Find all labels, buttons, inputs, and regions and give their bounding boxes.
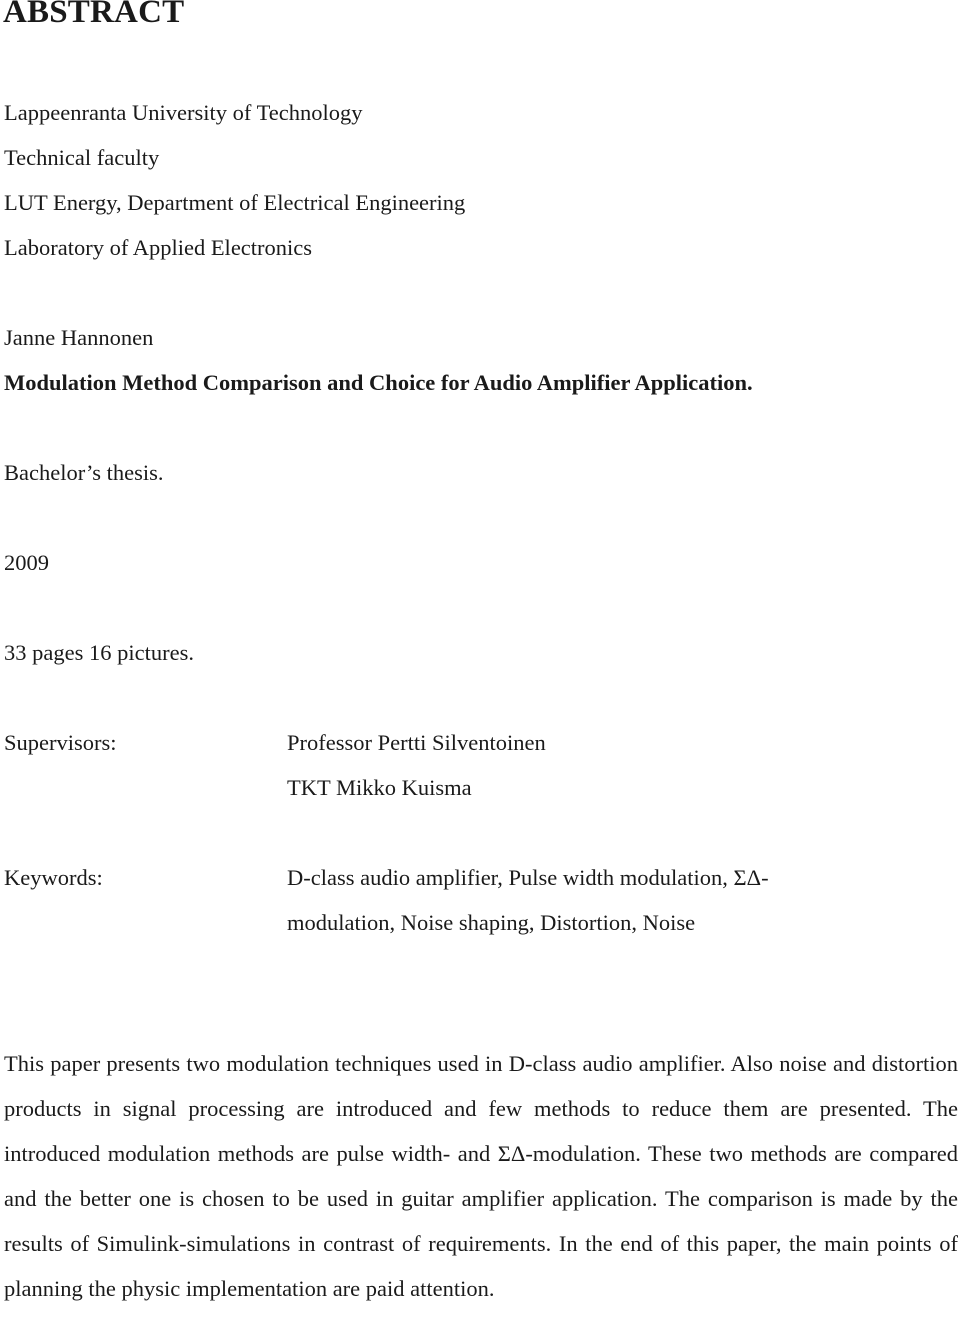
- thesis-type: Bachelor’s thesis.: [4, 460, 164, 485]
- supervisor-name: TKT Mikko Kuisma: [287, 775, 472, 800]
- author-name: Janne Hannonen: [4, 325, 154, 350]
- page-count: 33 pages 16 pictures.: [4, 640, 194, 665]
- faculty-line: Technical faculty: [4, 145, 160, 170]
- thesis-year: 2009: [4, 550, 49, 575]
- university-line: Lappeenranta University of Technology: [4, 100, 363, 125]
- department-line: LUT Energy, Department of Electrical Engineering: [4, 190, 466, 215]
- laboratory-line: Laboratory of Applied Electronics: [4, 235, 313, 260]
- keywords-line: modulation, Noise shaping, Distortion, Noise: [287, 910, 696, 935]
- supervisor-name: Professor Pertti Silventoinen: [287, 730, 546, 755]
- thesis-title: Modulation Method Comparison and Choice for Audio Amplifier Application.: [4, 370, 753, 395]
- keywords-label: Keywords:: [4, 865, 103, 890]
- abstract-body: This paper presents two modulation techniques used in D-class audio amplifier. Also noise and distortion products in signal processing are introduced and few methods to reduce them are presented. The introduced modulation methods are pulse width- and ΣΔ-modulation. These two methods are compared and the better one is chosen to be used in guitar amplifier application. The comparison is made by the results of Simulink-simulations in contrast of requirements. In the end of this paper, the main points of planning the physic implementation are paid attention.: [4, 1051, 958, 1301]
- supervisors-label: Supervisors:: [4, 730, 117, 755]
- keywords-line: D-class audio amplifier, Pulse width modulation, ΣΔ-: [287, 865, 769, 890]
- page-heading: ABSTRACT: [3, 0, 185, 30]
